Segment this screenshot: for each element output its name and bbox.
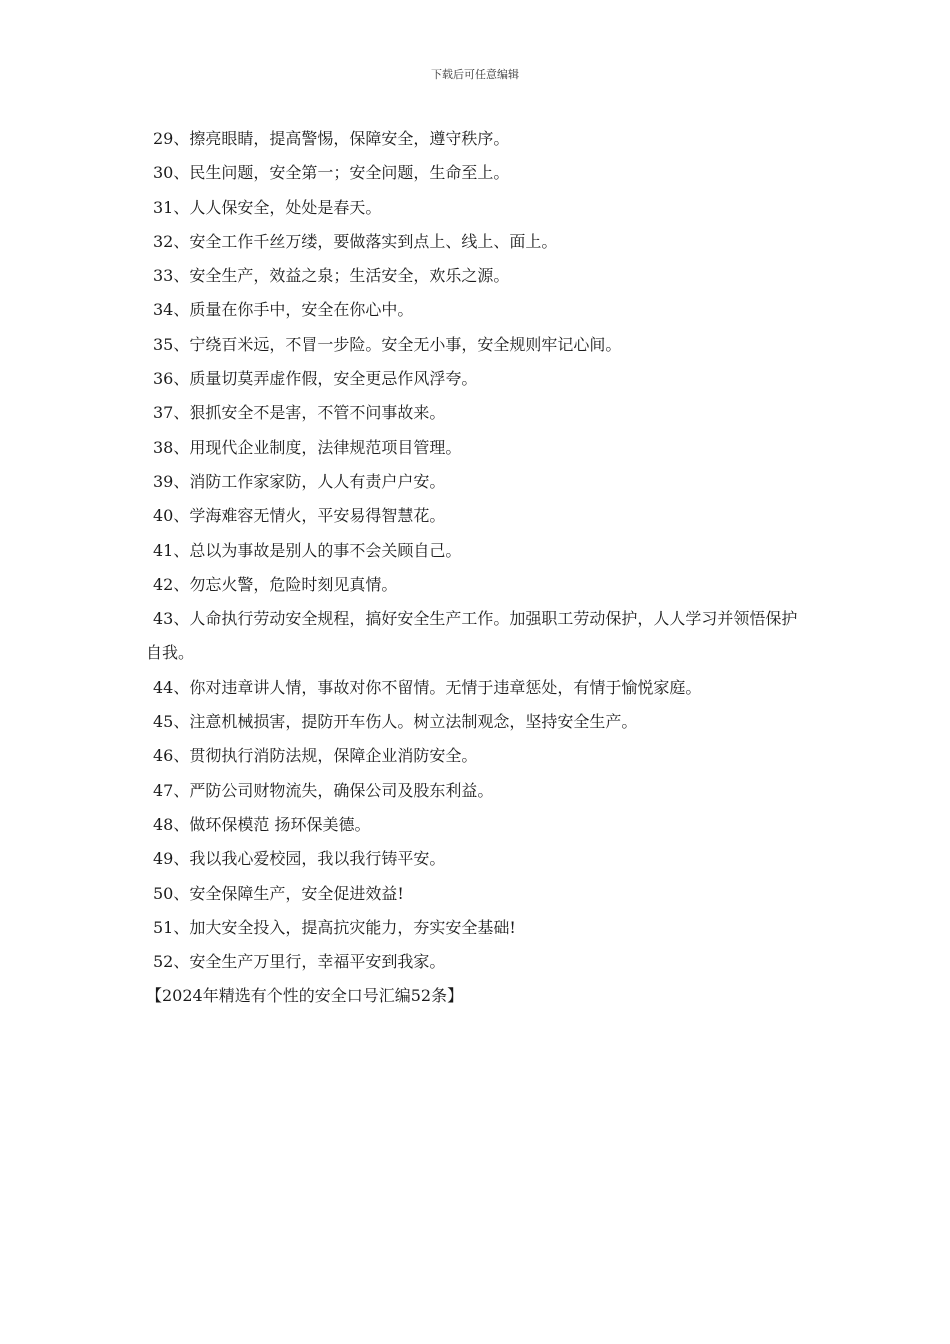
list-item: 31、人人保安全，处处是春天。 [153, 197, 382, 217]
list-item: 34、质量在你手中，安全在你心中。 [153, 300, 414, 320]
list-item: 44、你对违章讲人情，事故对你不留情。无情于违章惩处，有情于愉悦家庭。 [153, 677, 702, 697]
list-item: 38、用现代企业制度，法律规范项目管理。 [153, 437, 462, 457]
list-item: 52、安全生产万里行，幸福平安到我家。 [153, 952, 446, 972]
slogan-list [146, 122, 811, 1014]
list-item: 37、狠抓安全不是害，不管不问事故来。 [153, 403, 446, 423]
list-item: 36、质量切莫弄虚作假，安全更忌作风浮夸。 [153, 369, 478, 389]
list-item: 46、贯彻执行消防法规，保障企业消防安全。 [153, 746, 478, 766]
list-item: 39、消防工作家家防，人人有责户户安。 [153, 471, 446, 491]
list-item: 47、严防公司财物流失，确保公司及股东利益。 [153, 780, 494, 800]
list-item: 29、擦亮眼睛，提高警惕，保障安全，遵守秩序。 [153, 129, 510, 148]
list-item: 40、学海难容无情火，平安易得智慧花。 [153, 506, 446, 526]
list-item: 43、人命执行劳动安全规程，搞好安全生产工作。加强职工劳动保护，人人学习并领悟保护自我。 [146, 609, 798, 663]
list-item: 45、注意机械损害，提防开车伤人。树立法制观念，坚持安全生产。 [153, 712, 638, 732]
document-title-footer: 【2024年精选有个性的安全口号汇编52条】 [146, 986, 464, 1006]
list-item: 32、安全工作千丝万缕，要做落实到点上、线上、面上。 [153, 231, 558, 251]
list-item: 49、我以我心爱校园，我以我行铸平安。 [153, 849, 446, 869]
list-item: 42、勿忘火警，危险时刻见真情。 [153, 574, 398, 594]
list-item: 41、总以为事故是别人的事不会关顾自己。 [153, 540, 462, 560]
list-item: 50、安全保障生产，安全促进效益! [153, 883, 404, 903]
page-header: 下载后可任意编辑 [431, 68, 519, 81]
list-item: 48、做环保模范 扬环保美德。 [153, 814, 371, 834]
list-item: 33、安全生产，效益之泉；生活安全，欢乐之源。 [153, 266, 510, 286]
list-item: 51、加大安全投入，提高抗灾能力，夯实安全基础! [153, 917, 516, 937]
list-item: 35、宁绕百米远，不冒一步险。安全无小事，安全规则牢记心间。 [153, 334, 622, 354]
list-item: 30、民生问题，安全第一；安全问题，生命至上。 [153, 163, 510, 183]
